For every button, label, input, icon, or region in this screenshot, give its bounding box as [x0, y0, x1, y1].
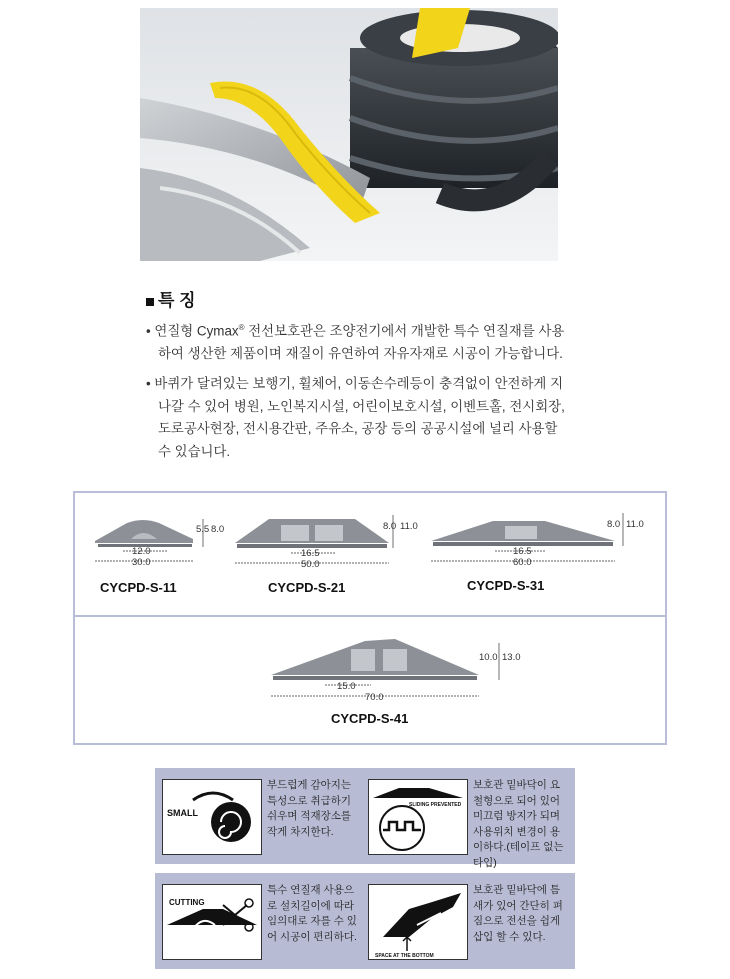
- dim-h1-11: 5.5: [196, 524, 210, 535]
- feature-bullet-1: • 연질형 Cymax® 전선보호관은 조양전기에서 개발한 특수 연질재를 사용하여 생산한 제품이며 재질이 유연하여 자유자재로 시공이 가능합니다.: [146, 323, 565, 361]
- dim-h2-11: 8.0: [211, 524, 225, 535]
- dim-h1-21: 8.0: [383, 521, 397, 532]
- model-label-21: CYCPD-S-21: [268, 580, 346, 595]
- box-text-cutting: 특수 연질재 사용으로 설치길이에 따라 임의대로 자를 수 있어 시공이 편리하다.: [267, 884, 357, 943]
- small-roll-icon: [163, 780, 261, 854]
- dim-h2-21: 11.0: [400, 521, 418, 532]
- model-label-41: CYCPD-S-41: [331, 711, 409, 726]
- dim-h1-41: 10.0: [479, 652, 498, 663]
- dim-inner-41: 15.0: [337, 681, 356, 692]
- svg-text:SLIDING PREVENTED: SLIDING PREVENTED: [409, 802, 462, 808]
- product-photo: [140, 8, 558, 261]
- dim-total-11: 30.0: [132, 557, 151, 568]
- dim-inner-21: 16.5: [301, 548, 320, 559]
- model-label-11: CYCPD-S-11: [100, 580, 177, 595]
- feature-box-top: [155, 768, 575, 869]
- feature-bullet-2: • 바퀴가 달려있는 보행기, 휠체어, 이동손수레등이 충격없이 안전하게 지나갈 수 있어 병원, 노인복지시설, 어린이보호시설, 이벤트홀, 전시회장, 도로공사현장, 전시용간판, 주유소, 공장 등의 공공시설에 널리 사용할 수 있습니다.: [146, 376, 565, 459]
- profile-cycpd-s-31: [431, 513, 644, 593]
- dim-h1-31: 8.0: [607, 519, 621, 530]
- box-text-small: 부드럽게 감아지는 특성으로 취급하기 쉬우며 적재장소를 작게 차지한다.: [267, 779, 352, 838]
- dim-inner-31: 16.5: [513, 546, 532, 557]
- box-text-sliding: 보호관 밑바닥이 요철형으로 되어 있어 미끄럼 방지가 되며 사용위치 변경이 용이하다.(테이프 없는 타입): [473, 779, 564, 869]
- space-icon-panel: [368, 884, 468, 960]
- sliding-icon-panel: [368, 779, 468, 855]
- box-text-space: 보호관 밑바닥에 틈새가 있어 간단히 펴짐으로 전선을 쉽게 삽입 할 수 있다.: [473, 884, 563, 943]
- dim-total-21: 50.0: [301, 559, 320, 570]
- dim-h2-41: 13.0: [502, 652, 521, 663]
- profile-cycpd-s-11: [95, 519, 224, 595]
- profile-cycpd-s-21: [235, 515, 418, 595]
- model-label-31: CYCPD-S-31: [467, 578, 545, 593]
- dim-total-41: 70.0: [365, 692, 384, 703]
- cable-protector-photo: [140, 8, 558, 261]
- feature-box-bottom: [155, 873, 575, 969]
- features-heading: 특 징: [146, 286, 566, 311]
- svg-text:SMALL: SMALL: [167, 808, 198, 818]
- svg-text:SPACE AT THE BOTTOM: SPACE AT THE BOTTOM: [375, 953, 434, 959]
- profile-drawings: [75, 493, 665, 741]
- svg-text:CUTTING: CUTTING: [169, 898, 205, 907]
- square-bullet-icon: [146, 298, 154, 306]
- profile-cycpd-s-41: [271, 639, 521, 726]
- cutting-scissors-icon: [163, 885, 261, 959]
- dim-h2-31: 11.0: [626, 519, 644, 530]
- cutting-icon-panel: [162, 884, 262, 960]
- sliding-prevented-icon: [369, 780, 467, 854]
- dim-inner-11: 12.0: [132, 546, 151, 557]
- features-section: [146, 286, 566, 471]
- small-icon-panel: [162, 779, 262, 855]
- space-at-bottom-icon: [369, 885, 467, 959]
- dim-total-31: 60.0: [513, 557, 532, 568]
